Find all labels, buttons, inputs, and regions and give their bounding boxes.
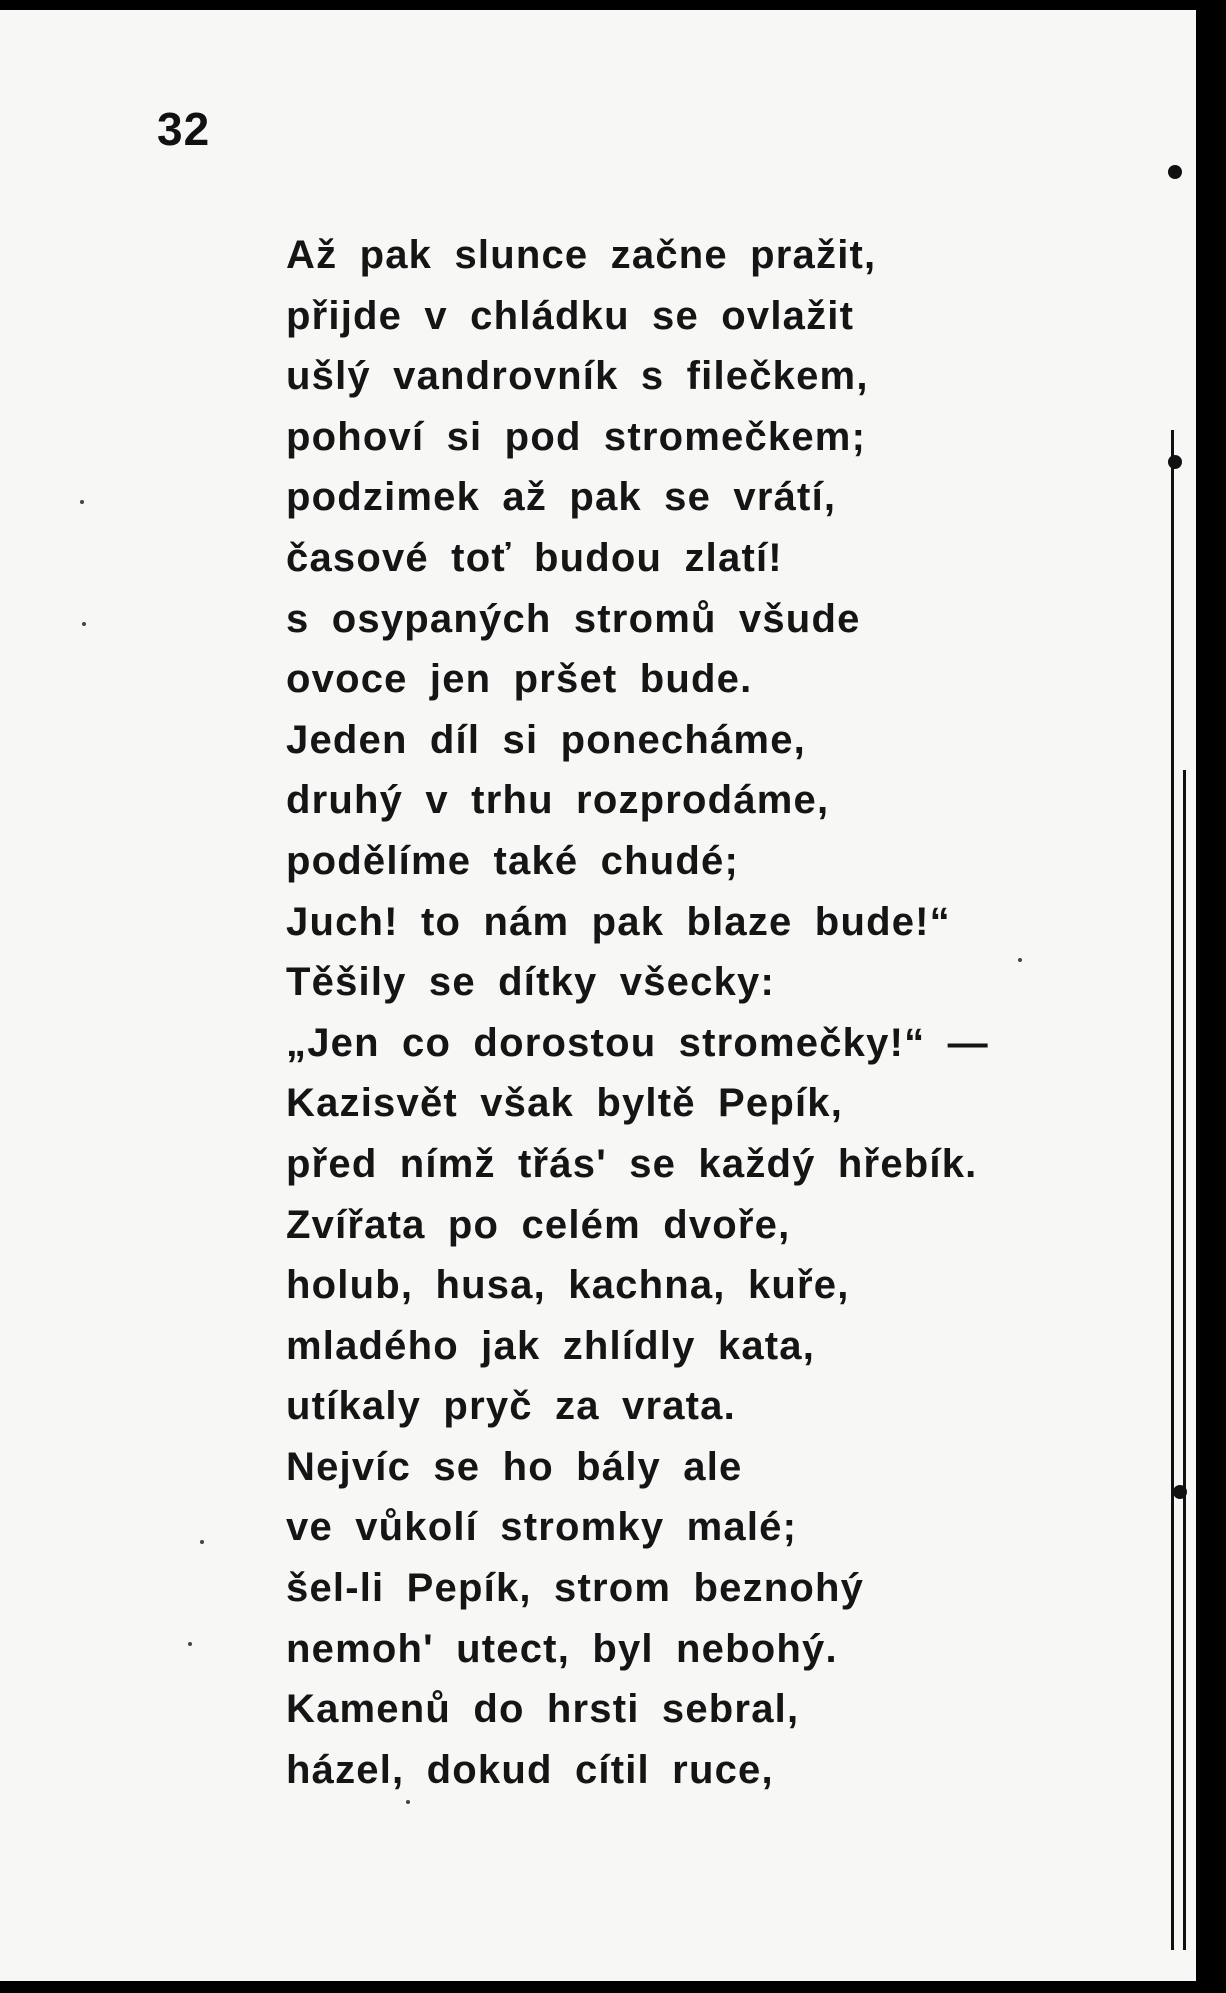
verse-line: pohoví si pod stromečkem;	[286, 414, 867, 459]
verse-line: Zvířata po celém dvoře,	[286, 1202, 791, 1247]
binding-mark	[1168, 455, 1182, 469]
binding-mark	[1173, 1485, 1187, 1499]
verse-line: Kazisvět však byltě Pepík,	[286, 1081, 844, 1126]
binding-mark	[1168, 165, 1182, 179]
verse-line: ovoce jen pršet bude.	[286, 657, 753, 702]
binding-line	[1183, 770, 1186, 1950]
verse-line: utíkaly pryč za vrata.	[286, 1384, 736, 1429]
verse-line: „Jen co dorostou stromečky!“ —	[286, 1020, 989, 1065]
verse-line: přijde v chládku se ovlažit	[286, 293, 855, 338]
verse-line: ušlý vandrovník s filečkem,	[286, 354, 869, 399]
verse-line: Nejvíc se ho bály ale	[286, 1444, 743, 1489]
paper-speck	[80, 500, 84, 504]
paper-speck	[200, 1540, 204, 1544]
page-binding-edge	[1168, 10, 1196, 1981]
book-page	[0, 10, 1196, 1981]
verse-line: Až pak slunce začne pražit,	[286, 233, 877, 277]
verse-line: s osypaných stromů všude	[286, 596, 861, 641]
paper-speck	[82, 622, 86, 626]
verse-line: ve vůkolí stromky malé;	[286, 1505, 798, 1550]
verse-line: Juch! to nám pak blaze bude!“	[286, 899, 951, 944]
verse-line: před nímž třás' se každý hřebík.	[286, 1141, 978, 1186]
paper-speck	[1018, 958, 1022, 962]
verse-line: Jeden díl si ponecháme,	[286, 717, 806, 762]
verse-line: nemoh' utect, byl nebohý.	[286, 1626, 838, 1671]
poem-text	[286, 225, 1046, 1800]
verse-line: házel, dokud cítil ruce,	[286, 1747, 774, 1792]
paper-speck	[188, 1642, 192, 1646]
binding-line	[1171, 430, 1174, 1950]
verse-line: Kamenů do hrsti sebral,	[286, 1687, 800, 1732]
verse-line: časové toť budou zlatí!	[286, 535, 783, 580]
verse-line: podělíme také chudé;	[286, 838, 739, 883]
verse-line: holub, husa, kachna, kuře,	[286, 1263, 850, 1308]
verse-line: podzimek až pak se vrátí,	[286, 475, 837, 520]
verse-line: druhý v trhu rozprodáme,	[286, 778, 830, 823]
paper-speck	[406, 1800, 410, 1804]
page-number: 32	[157, 103, 211, 155]
verse-line: šel-li Pepík, strom beznohý	[286, 1566, 865, 1611]
verse-line: mladého jak zhlídly kata,	[286, 1323, 816, 1368]
verse-line: Těšily se dítky všecky:	[286, 960, 775, 1005]
